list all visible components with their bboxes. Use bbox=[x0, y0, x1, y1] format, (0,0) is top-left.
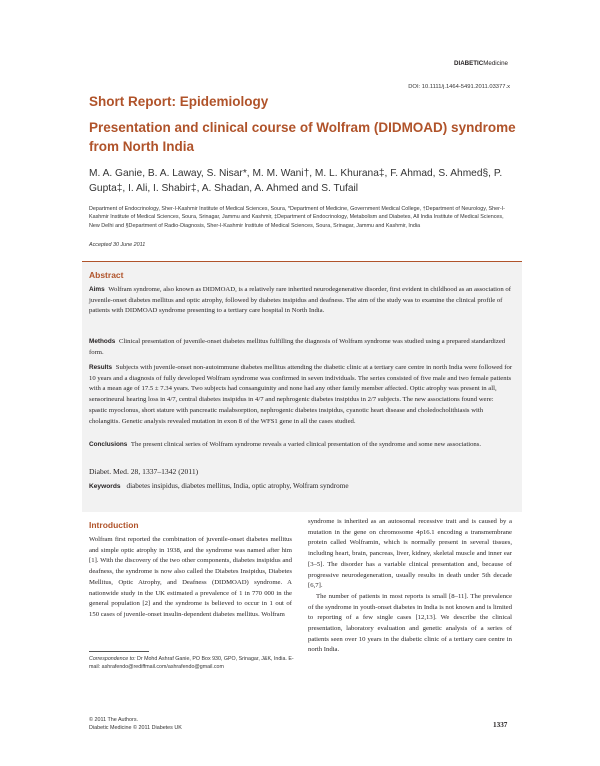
conclusions-label: Conclusions bbox=[89, 441, 128, 448]
citation: Diabet. Med. 28, 1337–1342 (2011) bbox=[89, 467, 199, 476]
results-text: Subjects with juvenile-onset non-autoimmune diabetes mellitus attending the diabetic clinic at a tertiary care centre in north India were followed for 10 years and a diagnosis of fully developed Wolfram syndrome was confirmed in seven individuals. The series consisted of five male and two female patients with a mean age of 17.5 ± 7.34 years. Two subjects had consanguinity and none had any other family member affected. Optic atrophy was present in all, sensorineural hearing loss in 4/7, central diabetes insipidus in 4/7 and nephrogenic diabetes insipidus in 2/7 subjects. The new associations found were: spastic myoclonus, short stature with pancreatic malabsorption, nephrogenic diabetes insipidus, cyanotic heart disease and choledocholithiasis with cholangitis. Genetic analysis revealed mutation in exon 8 of the WFS1 gene in all the cases studied. bbox=[89, 364, 513, 425]
introduction-paragraph: The number of patients in most reports is small [8–11]. The prevalence of the syndrome in youth-onset diabetes in India is not known and is limited to reporting of a few single cases [12,13]. We describe the clinical presentation, laboratory evaluation and genetic analysis of a series of patients seen over 10 years in the diabetic clinic of a tertiary care centre in north India. bbox=[308, 592, 512, 654]
footnote-divider bbox=[89, 651, 149, 652]
introduction-right-column bbox=[308, 517, 512, 656]
doi: DOI: 10.1111/j.1464-5491.2011.03377.x bbox=[408, 84, 510, 90]
journal-brand-bold: DIABETIC bbox=[454, 60, 484, 67]
journal-brand bbox=[454, 60, 508, 67]
section-label: Short Report: Epidemiology bbox=[89, 94, 269, 109]
methods-text: Clinical presentation of juvenile-onset diabetes mellitus fulfilling the diagnosis of Wolfram syndrome was studied using a prepared standardized form. bbox=[89, 338, 506, 356]
article-title: Presentation and clinical course of Wolfram (DIDMOAD) syndrome from North India bbox=[89, 120, 516, 154]
footer-copyright bbox=[89, 716, 182, 732]
journal-brand-rest: Medicine bbox=[483, 60, 508, 67]
keywords-label: Keywords bbox=[89, 483, 121, 490]
footer-copyright-line: Diabetic Medicine © 2011 Diabetes UK bbox=[89, 725, 182, 732]
correspondence-label: Correspondence to: bbox=[89, 656, 136, 662]
keywords bbox=[89, 482, 349, 490]
introduction-heading: Introduction bbox=[89, 520, 139, 530]
page-number: 1337 bbox=[493, 721, 508, 729]
abstract-aims bbox=[89, 285, 513, 317]
abstract-heading: Abstract bbox=[89, 270, 124, 280]
results-label: Results bbox=[89, 364, 113, 371]
abstract-methods bbox=[89, 337, 513, 358]
methods-label: Methods bbox=[89, 338, 116, 345]
correspondence-text: Dr Mohd Ashraf Ganie, PO Box 930, GPO, Srinagar, J&K, India. E-mail: ashrafendo@rediffmail.com/ashrafendo@gmail.com bbox=[89, 656, 294, 671]
abstract-results bbox=[89, 363, 513, 427]
introduction-paragraph: syndrome is inherited as an autosomal recessive trait and is caused by a mutation in the gene on chromosome 4p16.1 encoding a transmembrane protein called Wolframin, which is normally present in several tissues, including heart, brain, pancreas, liver, kidney, skeletal muscle and inner ear [3–5]. The disorder has a variable clinical presentation and, because of progressive neurodegeneration, usually results in death under 5th decade [6,7]. bbox=[308, 518, 512, 590]
abstract-conclusions bbox=[89, 440, 513, 451]
keywords-text: diabetes insipidus, diabetes mellitus, India, optic atrophy, Wolfram syndrome bbox=[126, 482, 349, 490]
aims-label: Aims bbox=[89, 286, 105, 293]
author-list: M. A. Ganie, B. A. Laway, S. Nisar*, M. M. Wani†, M. L. Khurana‡, F. Ahmad, S. Ahmed§, P. Gupta‡, I. Ali, I. Shabir‡, A. Shadan, A. Ahmed and S. Tufail bbox=[89, 168, 503, 194]
footer-copyright-line: © 2011 The Authors. bbox=[89, 717, 139, 723]
correspondence-note bbox=[89, 655, 294, 672]
accepted-date: Accepted 30 June 2011 bbox=[89, 242, 146, 248]
conclusions-text: The present clinical series of Wolfram syndrome reveals a varied clinical presentation of the syndrome and some new associations. bbox=[130, 441, 482, 448]
introduction-left-column: Wolfram first reported the combination of juvenile-onset diabetes mellitus and simple optic atrophy in 1938, and the syndrome was named after him [1]. With the discovery of the two other components, diabetes insipidus and deafness, the syndrome is now also called the Diabetes Insipidus, Diabetes Mellitus, Optic Atrophy, and Deafness (DIDMOAD) syndrome. A nationwide study in the UK estimated a prevalence of 1 in 770 000 in the general population [2] and the syndrome is believed to occur in 1 out of 150 cases of juvenile-onset insulin-dependent diabetes mellitus. Wolfram bbox=[89, 536, 292, 618]
aims-text: Wolfram syndrome, also known as DIDMOAD, is a relatively rare inherited neurodegenerative disorder, first evident in childhood as an association of juvenile-onset diabetes mellitus and optic atrophy, followed by diabetes insipidus and deafness. The aim of the study was to examine the clinical profile of patients with DIDMOAD syndrome presenting to a tertiary care hospital in North India. bbox=[89, 286, 511, 315]
affiliations: Department of Endocrinology, Sher-I-Kashmir Institute of Medical Sciences, Soura, *Department of Medicine, Government Medical College, †Department of Neurology, Sher-I-Kashmir Institute of Medical Sciences, Soura, Srinagar, Jammu and Kashmir, ‡Department of Endocrinology, Metabolism and Diabetes, All India Institute of Medical Sciences, New Delhi and §Department of Radio-Diagnosis, Sher-I-Kashmir Institute of Medical Sciences, Soura, Srinagar, Jammu and Kashmir, India bbox=[89, 206, 505, 229]
